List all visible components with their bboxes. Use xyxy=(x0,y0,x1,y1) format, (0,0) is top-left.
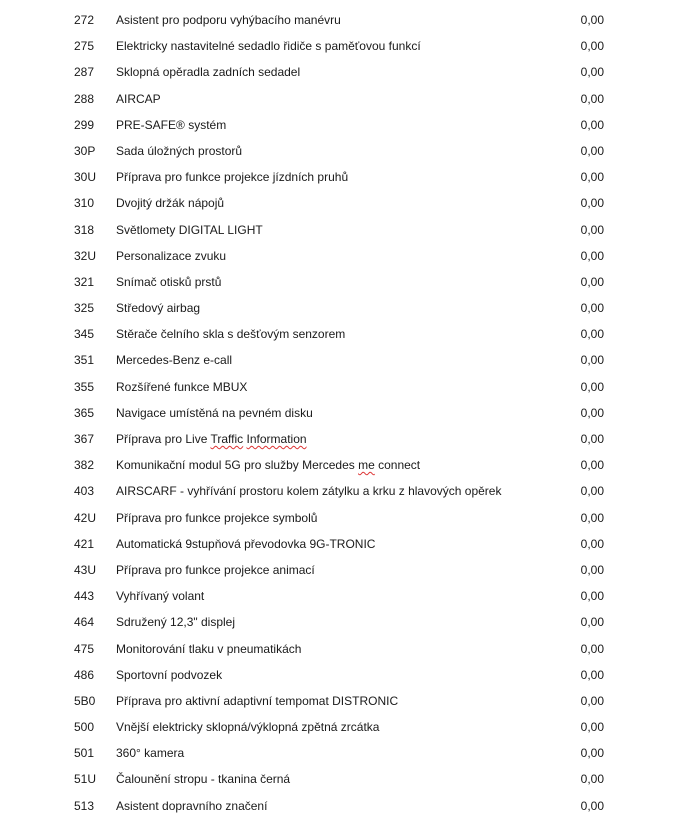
table-row xyxy=(0,557,682,583)
option-price: 0,00 xyxy=(580,615,604,630)
option-price: 0,00 xyxy=(580,301,604,316)
option-description: Automatická 9stupňová převodovka 9G-TRONIC xyxy=(116,536,376,551)
option-description: Personalizace zvuku xyxy=(116,248,227,263)
option-description: Asistent dopravního značení xyxy=(116,798,268,813)
table-row xyxy=(0,636,682,662)
table-row xyxy=(0,766,682,792)
option-description: Stěrače čelního skla s dešťovým senzorem xyxy=(116,327,346,342)
option-code: 382 xyxy=(74,458,95,473)
table-row xyxy=(0,662,682,688)
option-price: 0,00 xyxy=(580,327,604,342)
table-row xyxy=(0,243,682,269)
option-code: 275 xyxy=(74,39,95,54)
option-code: 403 xyxy=(74,484,95,499)
option-description: Navigace umístěná na pevném disku xyxy=(116,405,313,420)
option-price: 0,00 xyxy=(580,379,604,394)
option-description: Čalounění stropu - tkanina černá xyxy=(116,772,291,787)
option-description: AIRSCARF - vyhřívání prostoru kolem zátylku a krku z hlavových opěrek xyxy=(116,484,502,499)
option-description: Sklopná opěradla zadních sedadel xyxy=(116,65,301,80)
option-code: 321 xyxy=(74,274,95,289)
option-price: 0,00 xyxy=(580,353,604,368)
option-description: Rozšířené funkce MBUX xyxy=(116,379,248,394)
option-price: 0,00 xyxy=(580,589,604,604)
option-code: 30U xyxy=(74,170,97,185)
table-row xyxy=(0,33,682,59)
option-description: Sada úložných prostorů xyxy=(116,143,243,158)
table-row xyxy=(0,452,682,478)
description-text: Komunikační modul 5G pro služby Mercedes xyxy=(116,458,359,473)
option-code: 272 xyxy=(74,13,95,27)
description-text: connect xyxy=(374,458,421,473)
table-row xyxy=(0,505,682,531)
option-code: 443 xyxy=(74,589,95,604)
table-row xyxy=(0,374,682,400)
option-code: 365 xyxy=(74,405,95,420)
option-code: 325 xyxy=(74,301,95,316)
option-description: Příprava pro funkce projekce jízdních pruhů xyxy=(116,170,349,185)
option-price: 0,00 xyxy=(580,720,604,735)
option-price: 0,00 xyxy=(580,91,604,106)
option-description xyxy=(116,426,556,452)
option-price: 0,00 xyxy=(580,222,604,237)
table-row xyxy=(0,321,682,347)
option-price: 0,00 xyxy=(580,170,604,185)
table-row xyxy=(0,295,682,321)
spellcheck-flagged-word: Traffic xyxy=(210,432,244,446)
option-code: 500 xyxy=(74,720,95,735)
option-description: Mercedes-Benz e-call xyxy=(116,353,233,368)
option-code: 345 xyxy=(74,327,95,342)
option-code: 318 xyxy=(74,222,95,237)
table-row xyxy=(0,714,682,740)
option-price: 0,00 xyxy=(580,248,604,263)
table-row xyxy=(0,688,682,714)
option-description: Elektricky nastavitelné sedadlo řidiče s paměťovou funkcí xyxy=(116,39,421,54)
option-price: 0,00 xyxy=(580,510,604,525)
option-price: 0,00 xyxy=(580,65,604,80)
spellcheck-flagged-word: Information xyxy=(246,432,307,446)
option-description: Monitorování tlaku v pneumatikách xyxy=(116,641,302,656)
option-code: 32U xyxy=(74,248,97,263)
option-price: 0,00 xyxy=(580,536,604,551)
option-price: 0,00 xyxy=(580,13,604,27)
table-row xyxy=(0,190,682,216)
option-price: 0,00 xyxy=(580,274,604,289)
option-description: Vyhřívaný volant xyxy=(116,589,205,604)
option-price: 0,00 xyxy=(580,117,604,132)
option-code: 367 xyxy=(74,432,95,446)
table-row xyxy=(0,400,682,426)
table-row xyxy=(0,740,682,766)
option-price: 0,00 xyxy=(580,432,604,446)
option-code: 30P xyxy=(74,143,96,158)
option-code: 513 xyxy=(74,798,95,813)
option-code: 288 xyxy=(74,91,95,106)
option-price: 0,00 xyxy=(580,458,604,473)
option-code: 464 xyxy=(74,615,95,630)
option-code: 42U xyxy=(74,510,97,525)
option-price: 0,00 xyxy=(580,798,604,813)
option-price: 0,00 xyxy=(580,405,604,420)
table-row xyxy=(0,138,682,164)
table-row xyxy=(0,347,682,373)
option-price: 0,00 xyxy=(580,484,604,499)
table-row xyxy=(0,217,682,243)
option-code: 43U xyxy=(74,562,97,577)
option-price: 0,00 xyxy=(580,39,604,54)
option-code: 501 xyxy=(74,746,95,761)
option-price: 0,00 xyxy=(580,196,604,211)
option-price: 0,00 xyxy=(580,746,604,761)
table-row xyxy=(0,86,682,112)
table-row xyxy=(0,269,682,295)
option-price: 0,00 xyxy=(580,143,604,158)
table-row xyxy=(0,112,682,138)
option-description: Příprava pro funkce projekce animací xyxy=(116,562,315,577)
option-code: 5B0 xyxy=(74,693,96,708)
equipment-table xyxy=(0,7,682,819)
option-code: 287 xyxy=(74,65,95,80)
option-code: 51U xyxy=(74,772,97,787)
option-description: Asistent pro podporu vyhýbacího manévru xyxy=(116,13,341,27)
option-description: Příprava pro aktivní adaptivní tempomat DISTRONIC xyxy=(116,693,399,708)
option-code: 310 xyxy=(74,196,95,211)
option-price: 0,00 xyxy=(580,667,604,682)
table-row xyxy=(0,7,682,33)
table-row xyxy=(0,531,682,557)
option-description: AIRCAP xyxy=(116,91,161,106)
option-price: 0,00 xyxy=(580,693,604,708)
table-row xyxy=(0,164,682,190)
option-description: Dvojitý držák nápojů xyxy=(116,196,225,211)
option-price: 0,00 xyxy=(580,641,604,656)
option-description: Vnější elektricky sklopná/výklopná zpětná zrcátka xyxy=(116,720,380,735)
option-description: Sdružený 12,3" displej xyxy=(116,615,235,630)
option-code: 355 xyxy=(74,379,95,394)
table-row xyxy=(0,793,682,819)
option-description: Středový airbag xyxy=(116,301,201,316)
table-row xyxy=(0,426,682,452)
option-description: Příprava pro funkce projekce symbolů xyxy=(116,510,318,525)
option-price: 0,00 xyxy=(580,772,604,787)
option-code: 475 xyxy=(74,641,95,656)
table-row xyxy=(0,583,682,609)
option-description: Snímač otisků prstů xyxy=(116,274,222,289)
table-row xyxy=(0,59,682,85)
option-description: PRE-SAFE® systém xyxy=(116,117,227,132)
option-price: 0,00 xyxy=(580,562,604,577)
description-text: Příprava pro Live xyxy=(116,432,211,446)
option-description: 360° kamera xyxy=(116,746,185,761)
option-code: 351 xyxy=(74,353,95,368)
option-code: 299 xyxy=(74,117,95,132)
table-row xyxy=(0,609,682,635)
option-code: 486 xyxy=(74,667,95,682)
option-description: Sportovní podvozek xyxy=(116,667,223,682)
table-row xyxy=(0,478,682,504)
option-description: Světlomety DIGITAL LIGHT xyxy=(116,222,263,237)
option-code: 421 xyxy=(74,536,95,551)
spellcheck-flagged-word: me xyxy=(358,458,375,473)
option-description xyxy=(116,452,556,478)
